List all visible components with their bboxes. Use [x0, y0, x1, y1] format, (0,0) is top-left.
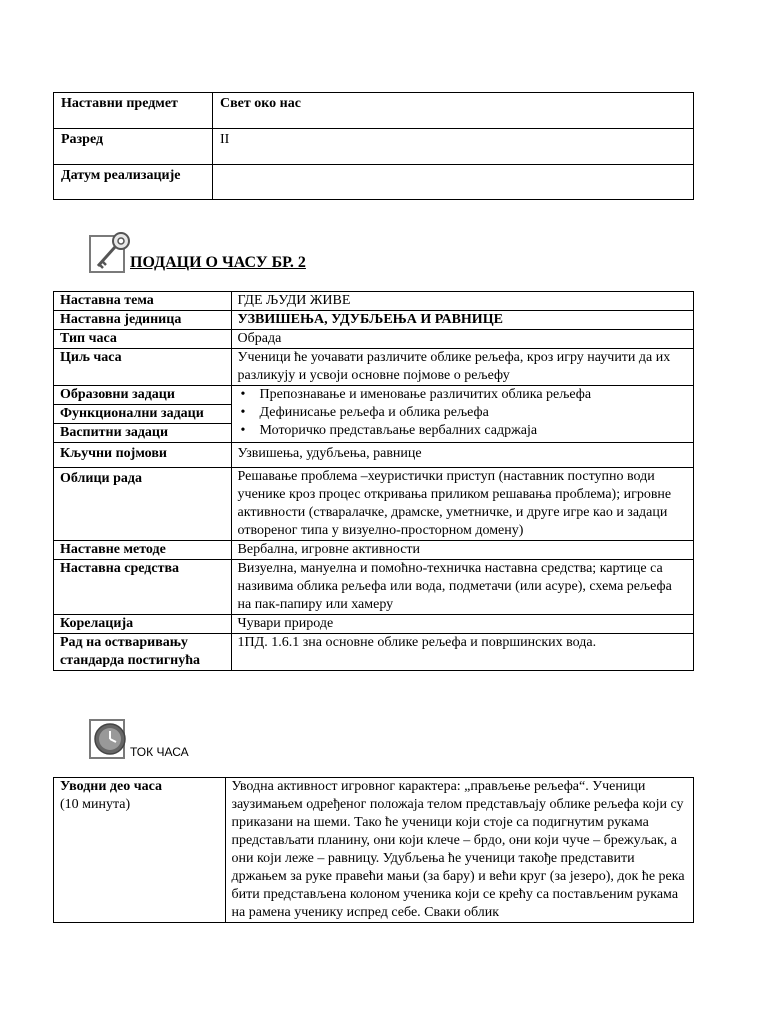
table-row	[54, 311, 694, 330]
table-row	[54, 292, 694, 311]
standards-label: Рад на остваривању стандарда постигнућа	[54, 634, 232, 671]
date-label: Датум реализације	[54, 165, 213, 200]
functional-tasks-label: Функционални задаци	[54, 405, 232, 424]
key-icon	[88, 230, 132, 279]
date-row	[54, 165, 694, 200]
list-item: • Препознавање и именовање различитих облика рељефа	[260, 386, 687, 404]
intro-part-label: Уводни део часа	[60, 779, 162, 794]
grade-label: Разред	[54, 129, 213, 165]
tasks-list	[238, 386, 687, 440]
table-row	[54, 615, 694, 634]
means-value: Визуелна, мануелна и помоћно-техничка наставна средства; картице са називима облика рељефа или вода, подметачи (или асуре), схема рељефа на пак-папиру или хамеру	[231, 560, 693, 615]
correlation-label: Корелација	[54, 615, 232, 634]
educational-tasks-label: Образовни задаци	[54, 386, 232, 405]
key-terms-value: Узвишења, удубљења, равнице	[231, 443, 693, 468]
methods-label: Наставне методе	[54, 541, 232, 560]
subject-row	[54, 93, 694, 129]
topic-label: Наставна тема	[54, 292, 232, 311]
table-row	[54, 560, 694, 615]
intro-text: Уводна активност игровног карактера: „прављење рељефа“. Ученици заузимањем одређеног положаја телом представљају облике рељефа који су приказани на шеми. Тако ће ученици који стоје са подигнутим рукама представљати планину, они који клече – брдо, они који чуче – брежуљак, а они који леже – равницу. Удубљења ће ученици такође представити држањем за руке правећи мањи (за бару) и већи круг (за језеро), док ће река бити представљена колоном ученика који се крећу са постављеним рукама на рамена ученику испред себе. Сваки облик	[225, 778, 693, 923]
list-item: • Моторичко представљање вербалних садржаја	[260, 422, 687, 440]
goal-value: Ученици ће уочавати различите облике рељефа, кроз игру научити да их разликују и усвоји основне појмове о рељефу	[231, 349, 693, 386]
goal-label: Циљ часа	[54, 349, 232, 386]
unit-label: Наставна јединица	[54, 311, 232, 330]
table-row	[54, 541, 694, 560]
flow-title: ТОК ЧАСА	[130, 745, 189, 759]
table-row	[54, 330, 694, 349]
type-value: Обрада	[231, 330, 693, 349]
table-row	[54, 778, 694, 923]
intro-part-cell	[54, 778, 226, 923]
list-item: • Дефинисање рељефа и облика рељефа	[260, 404, 687, 422]
unit-value: УЗВИШЕЊА, УДУБЉЕЊА И РАВНИЦЕ	[231, 311, 693, 330]
lesson-title: ПОДАЦИ О ЧАСУ БР. 2	[130, 254, 306, 271]
subject-value: Свет око нас	[213, 93, 694, 129]
standards-value: 1ПД. 1.6.1 зна основне облике рељефа и површинских вода.	[231, 634, 693, 671]
date-value	[213, 165, 694, 200]
table-row	[54, 349, 694, 386]
type-label: Тип часа	[54, 330, 232, 349]
upbringing-tasks-label: Васпитни задаци	[54, 424, 232, 443]
grade-value: II	[213, 129, 694, 165]
subject-label: Наставни предмет	[54, 93, 213, 129]
table-row	[54, 468, 694, 541]
key-terms-label: Кључни појмови	[54, 443, 232, 468]
correlation-value: Чувари природе	[231, 615, 693, 634]
tasks-cell	[231, 386, 693, 443]
work-forms-label: Облици рада	[54, 468, 232, 541]
work-forms-value: Решавање проблема –хеуристички приступ (наставник поступно води ученике кроз процес откривања приликом решавања проблема); игровне активности (стваралачке, драмске, уметничке, и друге игре као и задаци отвореног типа у визуелно-просторном домену)	[231, 468, 693, 541]
methods-value: Вербална, игровне активности	[231, 541, 693, 560]
table-row	[54, 386, 694, 405]
topic-value: ГДЕ ЉУДИ ЖИВЕ	[231, 292, 693, 311]
table-row	[54, 443, 694, 468]
header-table	[53, 92, 694, 200]
means-label: Наставна средства	[54, 560, 232, 615]
table-row	[54, 634, 694, 671]
intro-duration: (10 минута)	[60, 797, 131, 812]
clock-icon	[88, 718, 132, 767]
lesson-flow-table	[53, 777, 694, 923]
lesson-info-table	[53, 291, 694, 671]
grade-row	[54, 129, 694, 165]
